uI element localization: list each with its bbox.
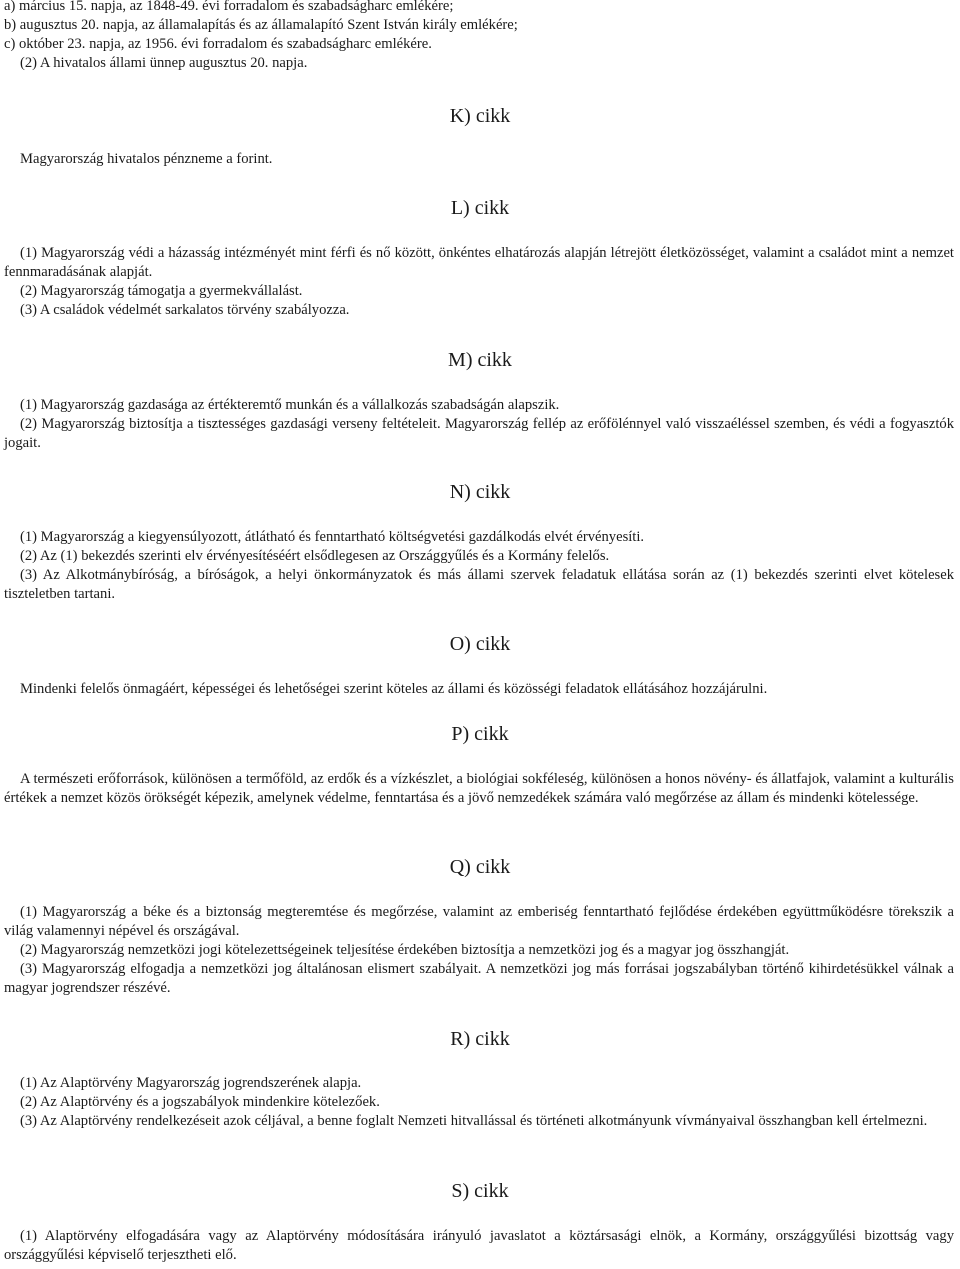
- article-heading-l: [0, 196, 960, 220]
- heading-text: R) cikk: [450, 1028, 510, 1050]
- top-list: [4, 0, 954, 73]
- paragraph: (1) Magyarország a béke és a biztonság megteremtése és megőrzése, valamint az emberiség fenntartható fejlődése érdekében együttműködésre törekszik a világ valamennyi népével és országával.: [4, 904, 954, 939]
- article-heading-k: [0, 104, 960, 128]
- article-n-body: [4, 528, 954, 604]
- paragraph: Magyarország hivatalos pénzneme a forint.: [20, 151, 273, 167]
- article-m-body: [4, 396, 954, 453]
- paragraph: (1) Az Alaptörvény Magyarország jogrendszerének alapja.: [20, 1075, 362, 1091]
- article-k-text: [20, 150, 920, 169]
- article-q-body: [4, 903, 954, 998]
- paragraph: (2) Magyarország biztosítja a tisztességes gazdasági verseny feltételeit. Magyarország fellép az erőfölénnyel való visszaéléssel szemben, és védi a fogyasztók jogait.: [4, 416, 954, 451]
- list-item: b) augusztus 20. napja, az államalapítás és az államalapító Szent István király emlékére;: [4, 17, 518, 33]
- paragraph: (1) Magyarország gazdasága az értékteremtő munkán és a vállalkozás szabadságán alapszik.: [20, 397, 560, 413]
- heading-text: Q) cikk: [449, 856, 511, 878]
- heading-text: O) cikk: [449, 633, 511, 655]
- paragraph: (3) Magyarország elfogadja a nemzetközi jog általánosan elismert szabályait. A nemzetközi jog más forrásai jogszabályban történő kihirdetésükkel válnak a magyar jogrendszer részévé.: [4, 961, 954, 996]
- paragraph: (2) Az (1) bekezdés szerinti elv érvényesítéséért elsődlegesen az Országgyűlés és a Kormány felelős.: [20, 548, 610, 564]
- paragraph: (3) A családok védelmét sarkalatos törvény szabályozza.: [20, 302, 350, 318]
- article-heading-p: [0, 722, 960, 746]
- article-heading-n: [0, 480, 960, 504]
- paragraph: (1) Magyarország védi a házasság intézményét mint férfi és nő között, önkéntes elhatározás alapján létrejött életközösséget, valamint a családot mint a nemzet fennmaradásának alapját.: [4, 245, 954, 280]
- list-item: (2) A hivatalos állami ünnep augusztus 20. napja.: [20, 55, 308, 71]
- paragraph: (1) Alaptörvény elfogadására vagy az Alaptörvény módosítására irányuló javaslatot a köztársasági elnök, a Kormány, országgyűlési bizottság vagy országgyűlési képviselő terjesztheti elő.: [4, 1228, 954, 1263]
- heading-text: N) cikk: [449, 481, 511, 503]
- heading-text: M) cikk: [448, 349, 512, 371]
- paragraph: A természeti erőforrások, különösen a termőföld, az erdők és a vízkészlet, a biológiai sokféleség, különösen a honos növény- és állatfajok, valamint a kulturális értékek a nemzet közös örökségét képezik, amelynek védelme, fenntartása és a jövő nemzedékek számára való megőrzése az állam és mindenki kötelessége.: [4, 771, 954, 806]
- heading-text: K) cikk: [449, 105, 511, 127]
- article-heading-s: [0, 1179, 960, 1203]
- paragraph: (2) Az Alaptörvény és a jogszabályok mindenkire kötelezőek.: [20, 1094, 380, 1110]
- article-l-body: [4, 244, 954, 320]
- paragraph: Mindenki felelős önmagáért, képességei és lehetőségei szerint köteles az állami és közösségi feladatok ellátásához hozzájárulni.: [20, 681, 768, 697]
- list-item: c) október 23. napja, az 1956. évi forradalom és szabadságharc emlékére.: [4, 36, 432, 52]
- article-heading-q: [0, 855, 960, 879]
- article-r-body: [4, 1074, 954, 1131]
- heading-text: S) cikk: [451, 1180, 509, 1202]
- paragraph: (3) Az Alaptörvény rendelkezéseit azok céljával, a benne foglalt Nemzeti hitvallással és történeti alkotmányunk vívmányaival összhangban kell értelmezni.: [20, 1113, 928, 1129]
- article-heading-r: [0, 1027, 960, 1051]
- paragraph: (1) Magyarország a kiegyensúlyozott, átlátható és fenntartható költségvetési gazdálkodás elvét érvényesíti.: [20, 529, 645, 545]
- article-heading-m: [0, 348, 960, 372]
- paragraph: (2) Magyarország támogatja a gyermekvállalást.: [20, 283, 303, 299]
- heading-text: L) cikk: [450, 197, 510, 219]
- article-o-body: [4, 680, 954, 699]
- article-heading-o: [0, 632, 960, 656]
- list-item: a) március 15. napja, az 1848-49. évi forradalom és szabadságharc emlékére;: [4, 0, 454, 14]
- heading-text: P) cikk: [451, 723, 509, 745]
- article-s-body: [4, 1227, 954, 1265]
- paragraph: (3) Az Alkotmánybíróság, a bíróságok, a helyi önkormányzatok és más állami szervek feladatuk ellátása során az (1) bekezdés szerinti elvet kötelesek tiszteletben tartani.: [4, 567, 954, 602]
- article-p-body: [4, 770, 954, 808]
- paragraph: (2) Magyarország nemzetközi jogi kötelezettségeinek teljesítése érdekében biztosítja a nemzetközi jog és a magyar jog összhangját.: [20, 942, 790, 958]
